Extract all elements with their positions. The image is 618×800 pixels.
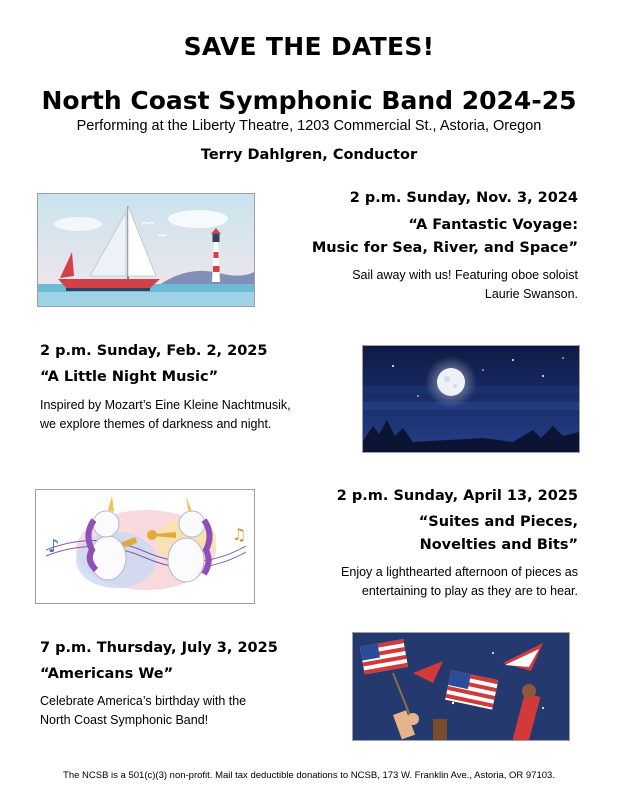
svg-text:♪: ♪ — [48, 536, 60, 557]
concert-3-title-line2: Novelties and Bits” — [419, 537, 578, 553]
concert-2-desc-line1: Inspired by Mozart’s Eine Kleine Nachtmusik, — [40, 398, 291, 412]
american-flags-icon — [352, 632, 570, 741]
headline: SAVE THE DATES! — [183, 32, 435, 61]
concert-4-desc-line2: North Coast Symphonic Band! — [40, 713, 209, 727]
conductor-line: Terry Dahlgren, Conductor — [200, 147, 418, 163]
concert-1-desc-line1: Sail away with us! Featuring oboe soloist — [352, 268, 578, 282]
venue-line: Performing at the Liberty Theatre, 1203 Commercial St., Astoria, Oregon — [76, 118, 542, 134]
concert-2-date: 2 p.m. Sunday, Feb. 2, 2025 — [40, 343, 268, 359]
concert-3-desc-line1: Enjoy a lighthearted afternoon of pieces as — [341, 565, 578, 579]
concert-3-title-line1: “Suites and Pieces, — [418, 514, 578, 530]
concert-3-desc-line2: entertaining to play as they are to hear. — [361, 584, 578, 598]
concert-2-desc-line2: we explore themes of darkness and night. — [40, 417, 272, 431]
moonlit-night-icon — [362, 345, 580, 453]
concert-1-date: 2 p.m. Sunday, Nov. 3, 2024 — [349, 190, 578, 206]
concert-3-date: 2 p.m. Sunday, April 13, 2025 — [336, 488, 578, 504]
concert-1-desc-line2: Laurie Swanson. — [484, 287, 578, 301]
band-title: North Coast Symphonic Band 2024-25 — [41, 86, 577, 115]
sailboat-lighthouse-icon — [37, 193, 255, 307]
concert-4-title-line1: “Americans We” — [40, 666, 174, 682]
concert-1-title-line1: “A Fantastic Voyage: — [408, 217, 578, 233]
concert-4-desc-line1: Celebrate America’s birthday with the — [40, 694, 247, 708]
svg-text:♫: ♫ — [232, 525, 247, 544]
concert-1-title-line2: Music for Sea, River, and Space” — [311, 240, 578, 256]
footer-note: The NCSB is a 501(c)(3) non-profit. Mail tax deductible donations to NCSB, 173 W. Franklin Ave., Astoria, OR 97103. — [63, 770, 555, 781]
unicorn-musicians-icon — [35, 489, 255, 604]
concert-4-date: 7 p.m. Thursday, July 3, 2025 — [40, 640, 278, 656]
concert-2-title-line1: “A Little Night Music” — [40, 369, 219, 385]
